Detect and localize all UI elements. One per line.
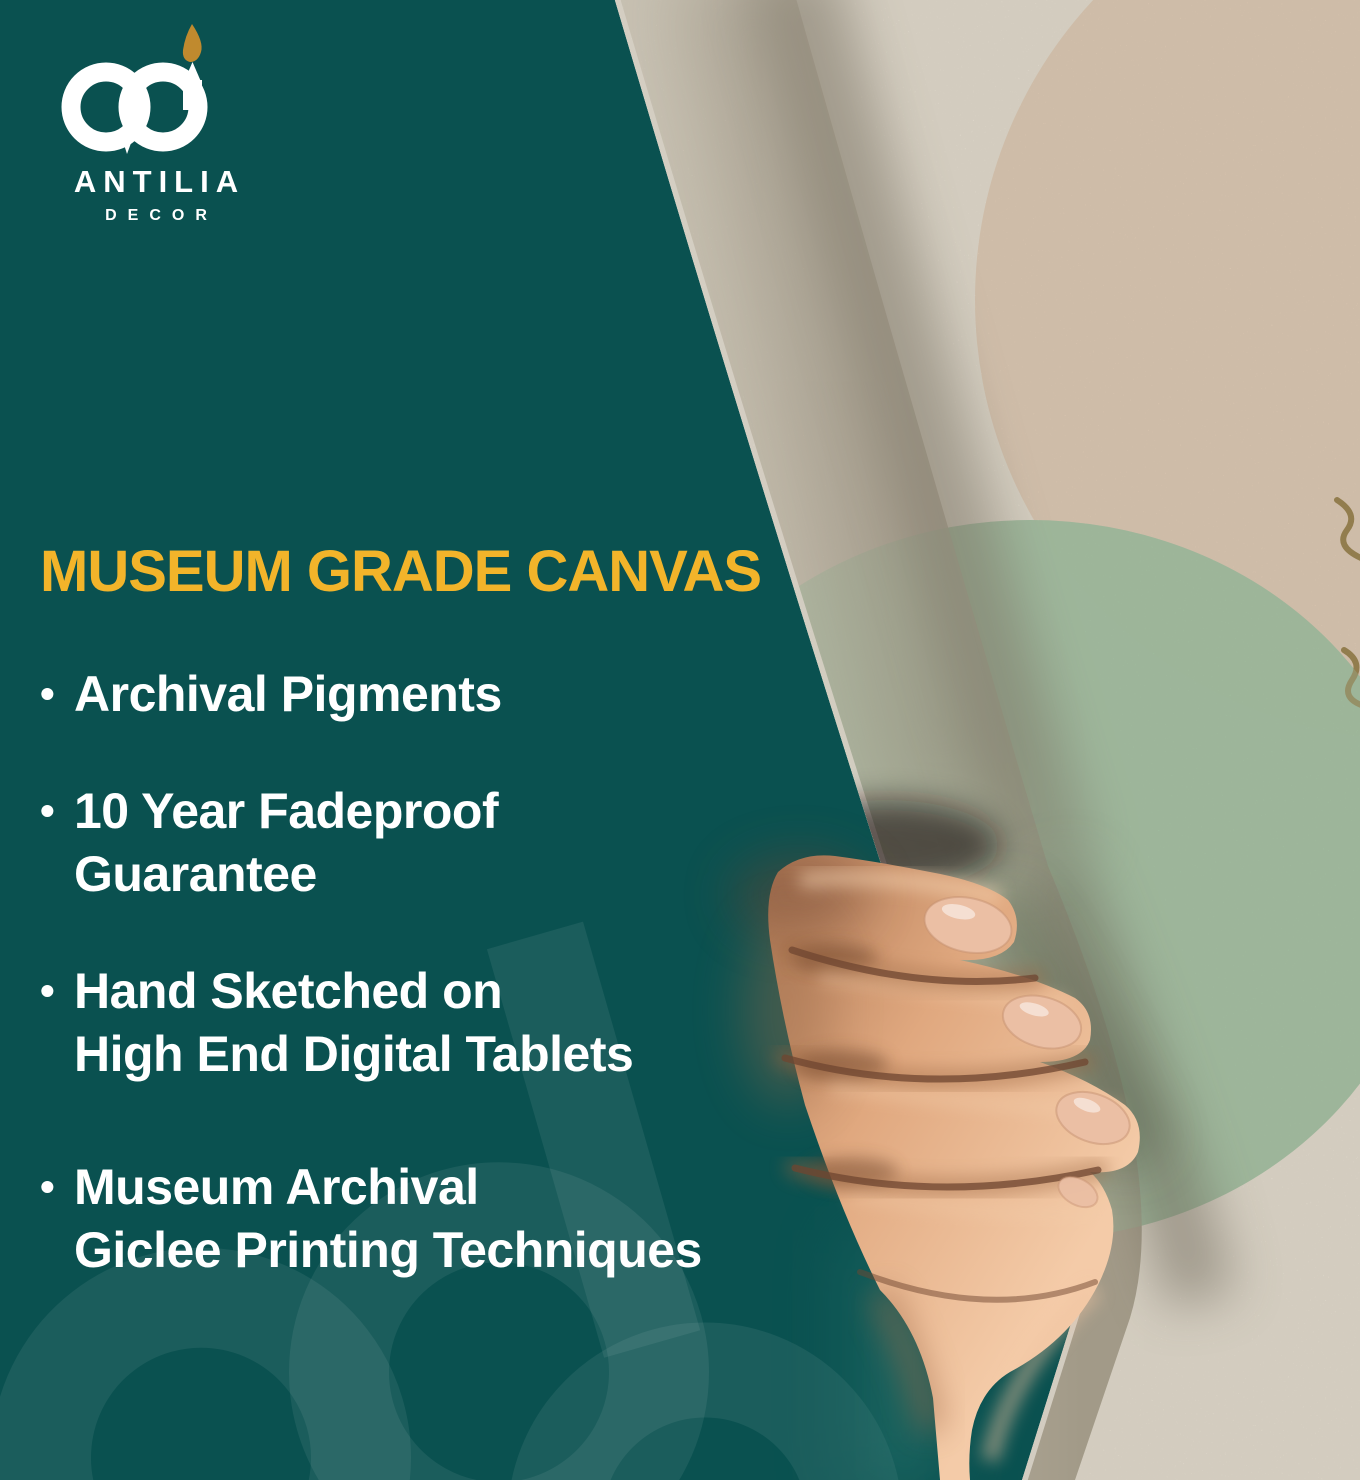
- brand-name: ANTILIA: [73, 164, 246, 199]
- bullet-icon: •: [40, 1163, 55, 1210]
- feature-text: Museum Archival: [74, 1159, 479, 1215]
- feature-text: Giclee Printing Techniques: [74, 1222, 702, 1278]
- feature-text: Archival Pigments: [74, 666, 502, 722]
- feature-item: [40, 780, 750, 906]
- brand-subtitle: DECOR: [105, 207, 218, 224]
- brand-logo-mark: [41, 22, 271, 162]
- copy-block: [40, 538, 762, 1282]
- feature-text: Hand Sketched on: [74, 963, 503, 1019]
- brand-logo: [40, 22, 272, 225]
- feature-item: [40, 960, 750, 1086]
- feature-item: [40, 663, 750, 726]
- feature-text: High End Digital Tablets: [74, 1026, 634, 1082]
- feature-list: [40, 663, 750, 1282]
- bullet-icon: •: [40, 670, 55, 717]
- feature-item: [40, 1156, 750, 1282]
- logo-gold-drop-icon: [183, 24, 202, 62]
- bullet-icon: •: [40, 787, 55, 834]
- bullet-icon: •: [40, 967, 55, 1014]
- headline: MUSEUM GRADE CANVAS: [40, 539, 762, 604]
- feature-text: Guarantee: [74, 846, 317, 902]
- feature-text: 10 Year Fadeproof: [74, 783, 499, 839]
